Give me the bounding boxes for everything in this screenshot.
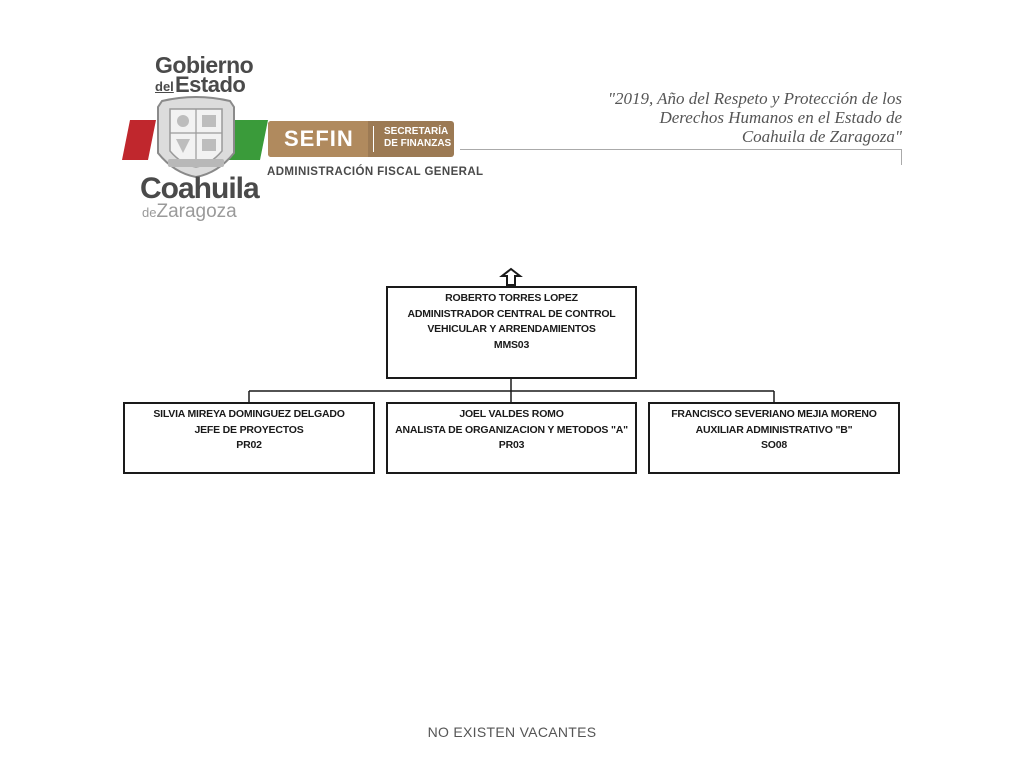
- node-title: JEFE DE PROYECTOS: [194, 423, 304, 436]
- org-node-subordinate-2: [386, 402, 637, 474]
- coat-of-arms-icon: [148, 95, 244, 179]
- agency-name: ADMINISTRACIÓN FISCAL GENERAL: [267, 166, 484, 178]
- motto-line-3: Coahuila de Zaragoza": [741, 127, 902, 146]
- org-node-subordinate-3: [648, 402, 900, 474]
- up-arrow-icon: [502, 269, 520, 285]
- node-title: ANALISTA DE ORGANIZACION Y METODOS "A": [395, 423, 628, 436]
- org-node-head: [386, 286, 637, 379]
- sefin-logo-text: SEFIN: [284, 126, 354, 151]
- logo-gobierno-text: Gobierno: [155, 52, 254, 78]
- node-title: AUXILIAR ADMINISTRATIVO "B": [695, 423, 853, 436]
- logo-de-text: de: [142, 205, 157, 220]
- node-title-line1: ADMINISTRADOR CENTRAL DE CONTROL: [407, 307, 616, 320]
- node-code: SO08: [760, 439, 788, 451]
- sefin-divider: [373, 126, 374, 152]
- sefin-subtitle-line1: SECRETARÍA: [384, 126, 449, 137]
- motto-rule-tick: [901, 149, 902, 165]
- node-title-line2: VEHICULAR Y ARRENDAMIENTOS: [427, 323, 596, 335]
- logo-estado-text: Estado: [175, 72, 246, 97]
- motto-underline: [460, 149, 902, 150]
- logo-coahuila-text: Coahuila: [140, 172, 259, 205]
- logo-del-text: del: [155, 79, 174, 94]
- node-name: JOEL VALDES ROMO: [459, 408, 564, 420]
- node-name: ROBERTO TORRES LOPEZ: [445, 292, 578, 304]
- motto-text: [608, 89, 902, 146]
- logo-zaragoza-text: Zaragoza: [156, 201, 237, 222]
- node-name: SILVIA MIREYA DOMINGUEZ DELGADO: [153, 408, 345, 420]
- motto-line-1: "2019, Año del Respeto y Protección de los: [607, 89, 902, 108]
- org-node-subordinate-1: [123, 402, 375, 474]
- sefin-subtitle-line2: DE FINANZAS: [384, 138, 452, 149]
- vacancies-note: NO EXISTEN VACANTES: [427, 724, 597, 740]
- logo-dezaragoza-text: [142, 201, 237, 224]
- sefin-subtitle: [384, 126, 452, 150]
- node-code: PR02: [236, 439, 262, 451]
- motto-line-2: Derechos Humanos en el Estado de: [659, 108, 902, 127]
- node-name: FRANCISCO SEVERIANO MEJIA MORENO: [671, 408, 877, 420]
- node-code: MMS03: [493, 338, 530, 351]
- node-code: PR03: [498, 439, 525, 451]
